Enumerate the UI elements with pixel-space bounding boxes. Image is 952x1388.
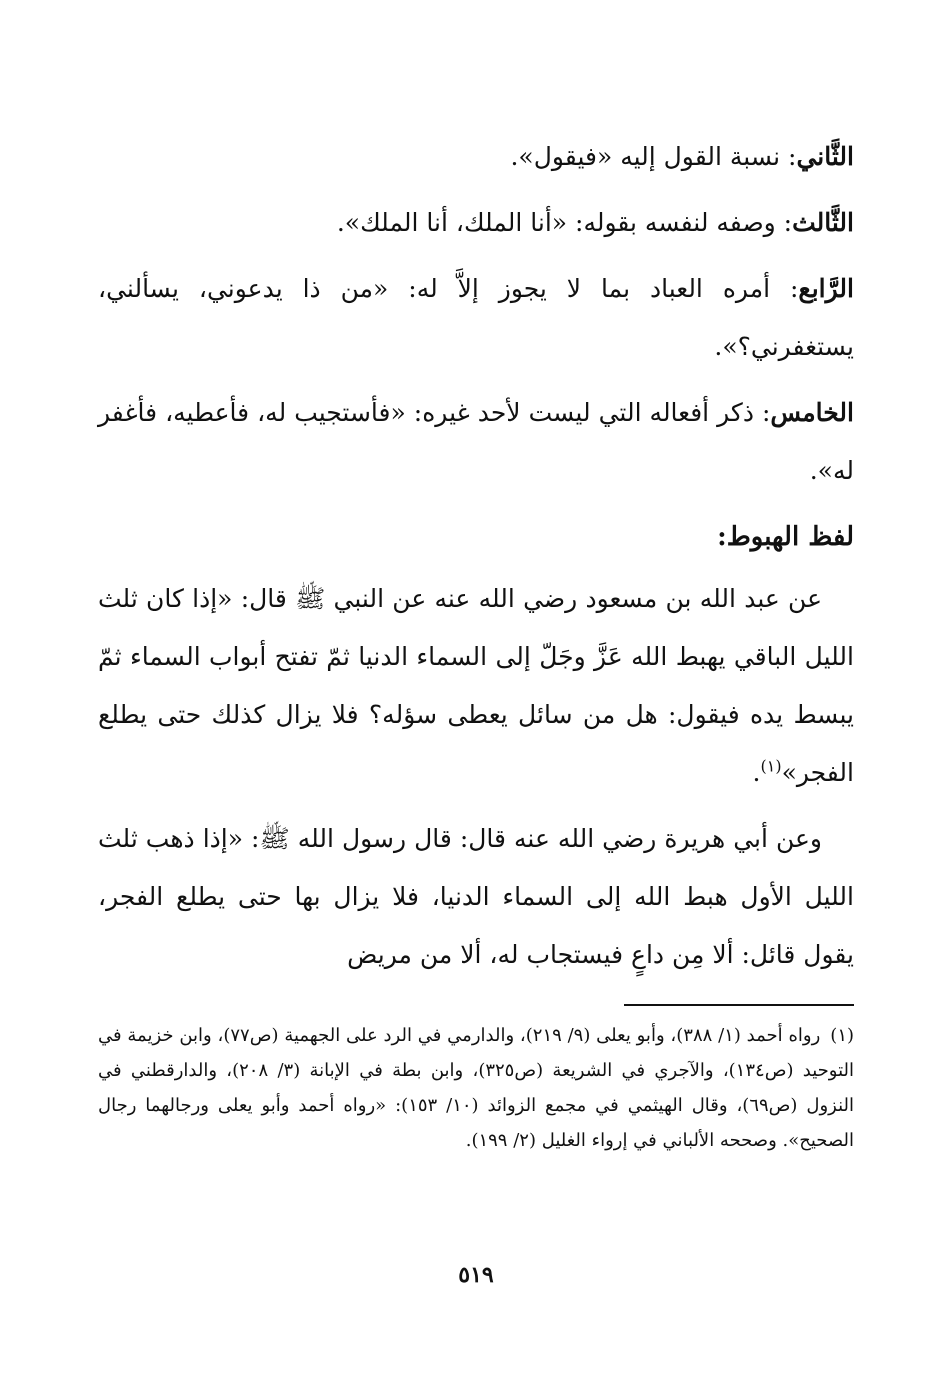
footnote-text: رواه أحمد (١/ ٣٨٨)، وأبو يعلى (٩/ ٢١٩)، والدارمي في الرد على الجهمية (ص٧٧)، وابن خزيمة في التوحيد (ص١٣٤)، والآجري في الشريعة (ص٣٢٥)، وابن بطة في الإبانة (٣/ ٢٠٨)، والدارقطني في النزول (ص٦٩)، وقال الهيثمي في مجمع الزوائد (١٠/ ١٥٣): «رواه أحمد وأبو يعلى ورجالهما رجال الصحيح». وصححه الألباني في إرواء الغليل (٢/ ١٩٩). bbox=[98, 1025, 855, 1151]
point-second bbox=[98, 128, 854, 186]
main-text bbox=[98, 128, 854, 992]
footnote-number: (١) bbox=[830, 1025, 855, 1046]
section-title: لفظ الهبوط: bbox=[717, 522, 854, 552]
point-third bbox=[98, 194, 854, 252]
point-fifth bbox=[98, 384, 854, 500]
point-lead: الرَّابع bbox=[798, 274, 854, 303]
footnote-divider bbox=[624, 1004, 854, 1006]
point-lead: الثَّاني bbox=[796, 142, 854, 171]
footnote-reference[interactable]: (١) bbox=[760, 756, 782, 776]
footnotes bbox=[98, 1018, 854, 1158]
hadith-text: عن عبد الله بن مسعود رضي الله عنه عن النبي ﷺ قال: «إذا كان ثلث الليل الباقي يهبط الله عَزَّ وجَلّ إلى السماء الدنيا ثمّ تفتح أبواب السماء ثمّ يبسط يده فيقول: هل من سائل يعطى سؤله؟ فلا يزال كذلك حتى يطلع الفجر» bbox=[98, 584, 854, 787]
point-fourth bbox=[98, 260, 854, 376]
page-number: ٥١٩ bbox=[458, 1262, 494, 1288]
point-text: : نسبة القول إليه «فيقول». bbox=[510, 142, 797, 171]
point-text: : أمره العباد بما لا يجوز إلاَّ له: «من ذا يدعوني، يسألني، يستغفرني؟». bbox=[98, 274, 854, 361]
hadith-ibn-masud bbox=[98, 570, 854, 802]
point-lead: الثَّالث bbox=[792, 208, 854, 237]
hadith-text: وعن أبي هريرة رضي الله عنه قال: قال رسول الله ﷺ: «إذا ذهب ثلث الليل الأول هبط الله إلى السماء الدنيا، فلا يزال بها حتى يطلع الفجر، يقول قائل: ألا مِن داعٍ فيستجاب له، ألا من مريض bbox=[98, 824, 854, 969]
hadith-end: . bbox=[752, 758, 761, 787]
point-text: : وصفه لنفسه بقوله: «أنا الملك، أنا الملك». bbox=[336, 208, 793, 237]
footnote-item bbox=[98, 1018, 854, 1158]
hadith-abu-hurayra bbox=[98, 810, 854, 984]
point-lead: الخامس bbox=[770, 398, 854, 427]
point-text: : ذكر أفعاله التي ليست لأحد غيره: «فأستجيب له، فأعطيه، فأغفر له». bbox=[98, 398, 854, 485]
